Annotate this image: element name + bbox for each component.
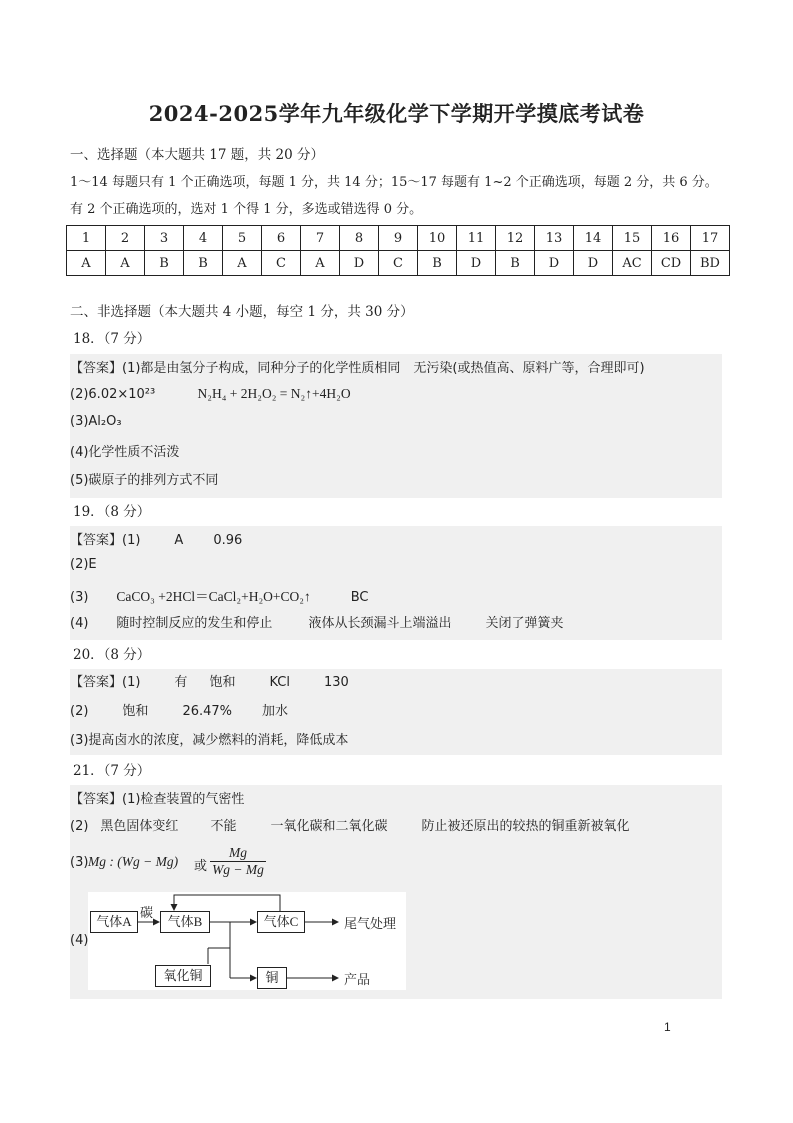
node-gas-a: 气体A bbox=[90, 911, 138, 933]
q20-answer-2-a: 饱和 bbox=[122, 704, 149, 719]
q20-answer-2-prefix: (2) bbox=[70, 704, 89, 719]
q21-answer-4-prefix: (4) bbox=[70, 933, 89, 948]
answer-cell: A bbox=[301, 251, 340, 276]
question-number-cell: 13 bbox=[535, 226, 574, 251]
q18-answer-2 bbox=[70, 386, 351, 402]
q18-equation: N₂H₄ + 2H₂O₂ = N₂↑+4H₂O bbox=[197, 386, 351, 401]
question-number-cell: 11 bbox=[457, 226, 496, 251]
q20-answer-1-b: 饱和 bbox=[209, 675, 236, 690]
question-number-cell: 14 bbox=[574, 226, 613, 251]
q19-answer-4-c: 关闭了弹簧夹 bbox=[485, 616, 564, 631]
answer-cell: A bbox=[67, 251, 106, 276]
q20-answer-3: (3)提高卤水的浓度，减少燃料的消耗，降低成本 bbox=[70, 733, 349, 748]
node-copper: 铜 bbox=[257, 967, 287, 989]
answer-table bbox=[66, 225, 730, 276]
answer-cell: C bbox=[262, 251, 301, 276]
question-number-cell: 10 bbox=[418, 226, 457, 251]
answer-cell: BD bbox=[691, 251, 730, 276]
label-carbon: 碳 bbox=[140, 905, 154, 920]
answer-cell: D bbox=[340, 251, 379, 276]
q21-ratio: Mg : (Wg − Mg) bbox=[88, 854, 179, 869]
q20-answer-1-c: KCl bbox=[269, 675, 290, 690]
section1-heading: 一、选择题（本大题共 17 题，共 20 分） bbox=[70, 147, 325, 163]
q19-label: 19．（8 分） bbox=[73, 504, 151, 520]
question-number-cell: 8 bbox=[340, 226, 379, 251]
q21-fraction-denominator: Wg − Mg bbox=[212, 862, 264, 877]
question-number-cell: 3 bbox=[145, 226, 184, 251]
section2-heading: 二、非选择题（本大题共 4 小题，每空 1 分，共 30 分） bbox=[70, 304, 414, 320]
answer-cell: B bbox=[145, 251, 184, 276]
q21-answer-2 bbox=[70, 815, 629, 834]
q21-answer-2-prefix: (2) bbox=[70, 819, 89, 834]
q21-answer-3-prefix: (3) bbox=[70, 855, 89, 870]
question-number-cell: 6 bbox=[262, 226, 301, 251]
answer-cell: B bbox=[496, 251, 535, 276]
label-tail-gas: 尾气处理 bbox=[344, 916, 397, 931]
q19-answer-4 bbox=[70, 612, 563, 631]
question-number-cell: 4 bbox=[184, 226, 223, 251]
question-number-cell: 9 bbox=[379, 226, 418, 251]
answer-cell: B bbox=[418, 251, 457, 276]
question-number-cell: 1 bbox=[67, 226, 106, 251]
question-number-cell: 12 bbox=[496, 226, 535, 251]
q21-answer-2-c: 一氧化碳和二氧化碳 bbox=[270, 819, 388, 834]
q20-answer-1-prefix: 【答案】(1) bbox=[70, 675, 141, 690]
flow-diagram bbox=[88, 892, 406, 990]
label-product: 产品 bbox=[344, 972, 371, 987]
q18-answer-4: (4)化学性质不活泼 bbox=[70, 445, 180, 460]
q20-answer-2-c: 加水 bbox=[262, 704, 289, 719]
q19-answer-3 bbox=[70, 585, 369, 605]
q19-equation: CaCO₃ +2HCl＝CaCl₂+H₂O+CO₂↑ bbox=[116, 589, 311, 604]
q21-answer-1: 【答案】(1)检查装置的气密性 bbox=[70, 792, 245, 807]
answer-cell: D bbox=[457, 251, 496, 276]
q19-answer-1-prefix: 【答案】(1) bbox=[70, 533, 141, 548]
q21-answer-2-b: 不能 bbox=[210, 819, 237, 834]
q19-answer-4-b: 液体从长颈漏斗上端溢出 bbox=[308, 616, 452, 631]
q20-answer-2 bbox=[70, 700, 288, 719]
answer-table-answer-row bbox=[67, 251, 730, 276]
q19-answer-1-a: A bbox=[174, 533, 184, 548]
answer-cell: B bbox=[184, 251, 223, 276]
question-number-cell: 16 bbox=[652, 226, 691, 251]
q18-answer-5: (5)碳原子的排列方式不同 bbox=[70, 473, 219, 488]
answer-cell: AC bbox=[613, 251, 652, 276]
q21-or: 或 bbox=[194, 859, 208, 874]
q21-fraction bbox=[210, 845, 266, 878]
q19-answer-4-a: 随时控制反应的发生和停止 bbox=[116, 616, 273, 631]
answer-cell: D bbox=[574, 251, 613, 276]
q19-answer-4-prefix: (4) bbox=[70, 616, 89, 631]
page-title: 2024-2025学年九年级化学下学期开学摸底考试卷 bbox=[148, 101, 645, 126]
section1-instructions-2: 有 2 个正确选项的，选对 1 个得 1 分，多选或错选得 0 分。 bbox=[70, 202, 423, 217]
q20-answer-2-b: 26.47% bbox=[182, 704, 233, 719]
question-number-cell: 15 bbox=[613, 226, 652, 251]
node-gas-b: 气体B bbox=[160, 911, 210, 933]
section1-instructions-1: 1～14 每题只有 1 个正确选项，每题 1 分，共 14 分；15～17 每题有 1~2 个正确选项，每题 2 分，共 6 分。 bbox=[70, 175, 718, 190]
q18-answer-1: 【答案】(1)都是由氢分子构成，同种分子的化学性质相同 无污染(或热值高、原料广等，合理即可) bbox=[70, 361, 645, 376]
q21-answer-2-a: 黑色固体变红 bbox=[100, 819, 179, 834]
q19-answer-3-prefix: (3) bbox=[70, 590, 89, 605]
node-copper-oxide: 氧化铜 bbox=[155, 965, 211, 987]
q20-answer-1 bbox=[70, 671, 349, 690]
answer-table-number-row bbox=[67, 226, 730, 251]
q20-label: 20．（8 分） bbox=[73, 647, 151, 663]
q19-answer-1-b: 0.96 bbox=[213, 533, 243, 548]
q21-fraction-numerator: Mg bbox=[210, 845, 266, 862]
node-gas-c: 气体C bbox=[257, 911, 305, 933]
q19-answer-3-b: BC bbox=[350, 590, 369, 605]
question-number-cell: 17 bbox=[691, 226, 730, 251]
question-number-cell: 5 bbox=[223, 226, 262, 251]
q19-answer-1 bbox=[70, 529, 242, 548]
answer-cell: D bbox=[535, 251, 574, 276]
page-number: 1 bbox=[664, 1020, 671, 1034]
q20-answer-1-d: 130 bbox=[323, 675, 349, 690]
answer-cell: CD bbox=[652, 251, 691, 276]
q21-answer-2-d: 防止被还原出的较热的铜重新被氧化 bbox=[421, 819, 630, 834]
q19-answer-2: (2)E bbox=[70, 557, 97, 572]
answer-cell: A bbox=[223, 251, 262, 276]
answer-cell: A bbox=[106, 251, 145, 276]
q21-label: 21．（7 分） bbox=[73, 763, 151, 779]
q18-answer-2-value: (2)6.02×10²³ bbox=[70, 387, 156, 402]
question-number-cell: 7 bbox=[301, 226, 340, 251]
q20-answer-1-a: 有 bbox=[174, 675, 188, 690]
q18-label: 18．（7 分） bbox=[73, 331, 151, 347]
answer-cell: C bbox=[379, 251, 418, 276]
question-number-cell: 2 bbox=[106, 226, 145, 251]
q18-answer-3: (3)Al₂O₃ bbox=[70, 414, 122, 429]
